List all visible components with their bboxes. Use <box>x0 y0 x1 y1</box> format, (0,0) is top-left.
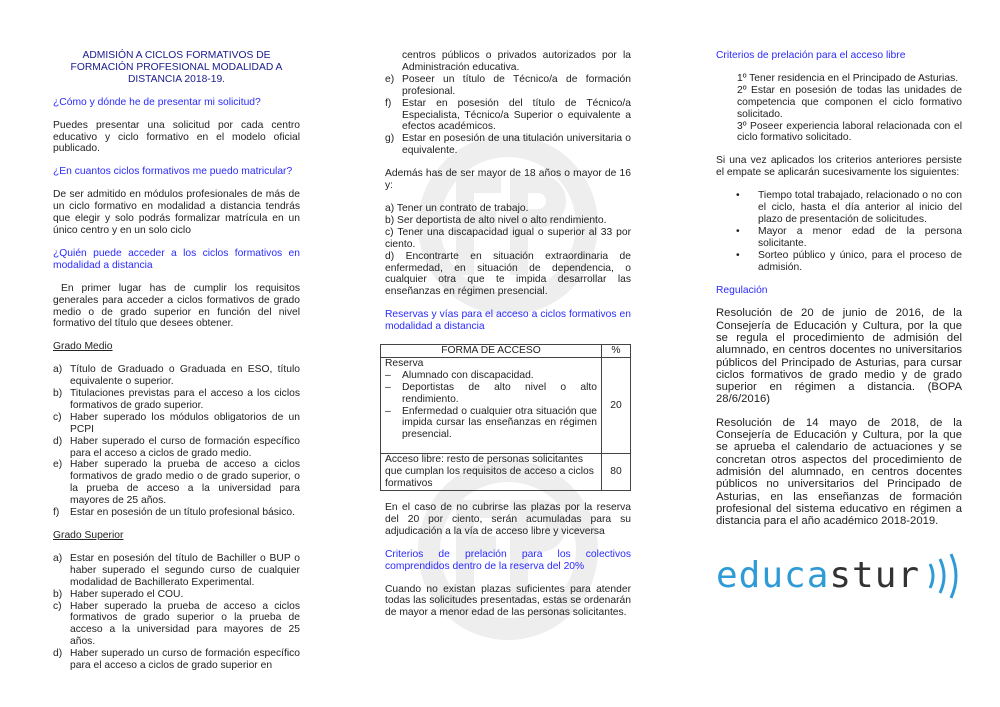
table-row <box>381 454 631 491</box>
list-item: b) Ser deportista de alto nivel o alto rendimiento. <box>385 214 607 226</box>
list-item <box>53 601 300 649</box>
regulation-paragraph: Resolución de 14 mayo de 2018, de la Consejería de Educación y Cultura, por la que se aprueba el calendario de actuaciones y se concretan otros aspectos del procedimiento de admisión del alumnado, en centros docentes públicos no universitarios del Principado de Asturias, en las enseñanzas de formación profesional del sistema educativo en régimen a distancia para el año académico 2018-2019. <box>716 416 962 528</box>
paragraph: En el caso de no cubrirse las plazas por la reserva del 20 por ciento, serán acumuladas para su adjudicación a la vía de acceso libre y viceversa <box>385 502 631 537</box>
list-item <box>385 74 631 98</box>
list-item-text: Título de Graduado o Graduada en ESO, título equivalente o superior. <box>70 364 300 388</box>
paragraph: Cuando no existan plazas suficientes para atender todas las solicitudes presentadas, estas se ordenarán de mayor a menor edad de las personas solicitantes. <box>385 583 631 619</box>
table-header-row <box>381 345 631 358</box>
list-marker: • <box>736 249 740 261</box>
list-marker: b) <box>53 388 63 400</box>
list-item: d) Encontrarte en situación extraordinaria de enfermedad, en situación de dependencia, o cualquier otra que te impida desarrollar las enseñanzas en régimen presencial. <box>385 250 631 298</box>
list-item-text: Haber superado la prueba de acceso a ciclos formativos de grado superior o la prueba de acceso a la universidad para mayores de 25 años. <box>70 600 300 648</box>
list-item: 3º Poseer experiencia laboral relacionada con el ciclo formativo solicitado. <box>737 120 962 144</box>
list-marker: – <box>385 405 391 417</box>
column-2 <box>385 50 631 630</box>
list-item <box>385 133 631 157</box>
grado-medio-list <box>53 364 300 519</box>
list-item: 1º Tener residencia en el Principado de Asturias. <box>737 72 959 84</box>
list-continuation: centros públicos o privados autorizados por la Administración educativa. <box>402 50 631 73</box>
list-item-text: Estar en posesión de un título profesional básico. <box>70 507 295 519</box>
table-row <box>381 357 631 453</box>
list-item <box>53 436 300 460</box>
tiebreak-list <box>716 190 962 273</box>
list-marker: – <box>385 381 391 393</box>
paragraph: De ser admitido en módulos profesionales de más de un ciclo formativo en modalidad a distancia tendrás que elegir y solo podrás formalizar matrícula en un único centro y en un solo ciclo <box>53 189 300 236</box>
list-item <box>53 507 300 519</box>
heading-como: ¿Cómo y dónde he de presentar mi solicitud? <box>53 96 261 108</box>
heading-criterios-reserva: Criterios de prelación para los colectivos comprendidos dentro de la reserva del 20% <box>385 548 631 572</box>
list-item-text: Sorteo público y único, para el proceso de admisión. <box>758 249 962 273</box>
list-item-text: Mayor a menor edad de la persona solicitante. <box>758 225 962 249</box>
list-item <box>385 370 597 382</box>
list-item-text: Haber superado el COU. <box>70 588 184 600</box>
logo-part2: stur <box>829 555 921 597</box>
heading-reservas: Reservas y vías para el acceso a ciclos formativos en modalidad a distancia <box>385 309 631 333</box>
document-title: ADMISIÓN A CICLOS FORMATIVOS DE FORMACIÓN PROFESIONAL MODALIDAD A DISTANCIA 2018-19. <box>70 50 283 85</box>
list-item: 2º Estar en posesión de todas las unidades de competencia que componen el ciclo formativo solicitado. <box>737 84 962 120</box>
list-item-text: Alumnado con discapacidad. <box>402 369 534 381</box>
table-header: % <box>602 345 631 358</box>
heading-cuantos: ¿En cuantos ciclos formativos me puedo matricular? <box>53 166 293 178</box>
list-marker: e) <box>53 459 63 471</box>
list-item-text: Haber superado los módulos obligatorios de un PCPI <box>70 411 300 435</box>
list-item-text: Enfermedad o cualquier otra situación que impida cursar las enseñanzas en régimen presencial. <box>402 405 597 441</box>
list-item <box>385 406 597 442</box>
reserva-cell <box>381 357 602 453</box>
heading-quien: ¿Quién puede acceder a los ciclos formativos en modalidad a distancia <box>53 247 300 271</box>
list-item-text: Estar en posesión del título de Bachiller o BUP o haber superado el segundo curso de cualquier modalidad de Bachillerato Experimental. <box>70 552 300 588</box>
list-marker: a) <box>53 552 63 564</box>
list-item <box>385 98 631 134</box>
logo-part1: educa <box>716 555 830 597</box>
grado-superior-list-cont <box>385 74 631 157</box>
list-marker: d) <box>53 435 63 447</box>
educastur-logo-row <box>716 552 962 600</box>
column-3 <box>716 50 962 611</box>
reserva-label: Reserva <box>385 357 424 369</box>
list-item <box>385 382 597 406</box>
libre-cell: Acceso libre: resto de personas solicitantes que cumplan los requisitos de acceso a ciclos formativos <box>381 454 602 491</box>
heading-regulacion: Regulación <box>716 284 768 296</box>
list-item <box>716 190 962 226</box>
educastur-logo <box>716 556 920 596</box>
list-item-text: Estar en posesión de una titulación universitaria o equivalente. <box>402 133 631 157</box>
paragraph: Además has de ser mayor de 18 años o mayor de 16 y: <box>385 168 631 192</box>
reserva-list <box>385 370 597 441</box>
list-marker: e) <box>385 73 395 85</box>
grado-superior-list <box>53 553 300 672</box>
list-item-text: Haber superado un curso de formación específico para el acceso a ciclos de grado superior en <box>70 648 300 672</box>
list-item-text: Tiempo total trabajado, relacionado o no con el ciclo, hasta el día anterior al inicio del plazo de presentación de solicitudes. <box>758 190 962 225</box>
heading-grado-medio: Grado Medio <box>53 341 113 353</box>
list-marker: f) <box>385 97 392 109</box>
list-marker: g) <box>385 133 395 145</box>
list-item <box>53 412 300 436</box>
list-marker: a) <box>53 364 63 376</box>
list-item <box>53 388 300 412</box>
list-item: a) Tener un contrato de trabajo. <box>385 202 529 214</box>
reserva-pct: 20 <box>602 357 631 453</box>
paragraph: En primer lugar has de cumplir los requisitos generales para acceder a ciclos formativos de grado medio o de grado superior en función del nivel formativo del título que desees obtener. <box>53 282 303 330</box>
list-item <box>716 250 962 274</box>
criterios-list <box>716 73 962 144</box>
list-item-text: Estar en posesión del título de Técnico/a Especialista, Técnico/a Superior o equivalente a efectos académicos. <box>402 97 631 133</box>
list-marker: f) <box>53 507 60 519</box>
list-marker: – <box>385 369 391 381</box>
paragraph: Si una vez aplicados los criterios anteriores persiste el empate se aplicarán sucesivamente los siguientes: <box>716 155 962 179</box>
conditions-list <box>385 203 631 298</box>
libre-pct: 80 <box>602 454 631 491</box>
list-marker: d) <box>53 648 63 660</box>
list-marker: b) <box>53 588 63 600</box>
list-marker: • <box>736 190 740 202</box>
list-item-text: Deportistas de alto nivel o alto rendimiento. <box>402 381 597 405</box>
list-marker: c) <box>53 411 62 423</box>
list-item-text: Haber superado la prueba de acceso a ciclos formativos de grado medio o de grado superior, o la prueba de acceso a la universidad para mayores de 25 años. <box>70 459 300 507</box>
list-item-text: Poseer un título de Técnico/a de formación profesional. <box>402 73 631 97</box>
list-item <box>716 226 962 250</box>
list-item: c) Tener una discapacidad igual o superior al 33 por ciento. <box>385 226 631 250</box>
heading-criterios-libre: Criterios de prelación para el acceso libre <box>716 50 906 61</box>
table-header: FORMA DE ACCESO <box>381 345 602 358</box>
list-item <box>53 553 300 589</box>
heading-grado-superior: Grado Superior <box>53 530 124 541</box>
list-marker: c) <box>53 600 62 612</box>
signal-waves-icon <box>924 552 962 600</box>
list-marker: • <box>736 225 740 237</box>
list-item <box>53 589 300 601</box>
list-item <box>53 364 300 388</box>
paragraph: Puedes presentar una solicitud por cada centro educativo y ciclo formativo en el modelo oficial publicado. <box>53 119 300 155</box>
access-table <box>380 344 631 491</box>
list-item <box>53 648 300 672</box>
list-item-text: Haber superado el curso de formación específico para el acceso a ciclos de grado medio. <box>70 435 300 459</box>
list-item <box>53 459 300 507</box>
list-item-text: Titulaciones previstas para el acceso a los ciclos formativos de grado superior. <box>70 388 300 411</box>
column-1 <box>53 50 303 683</box>
regulation-paragraph: Resolución de 20 de junio de 2016, de la Consejería de Educación y Cultura, por la que se regula el procedimiento de admisión del alumnado, en centros docentes no universitarios públicos del Principado de Asturias, para cursar ciclos formativos de grado medio y de grado superior en régimen a distancia. (BOPA 28/6/2016) <box>716 307 962 406</box>
